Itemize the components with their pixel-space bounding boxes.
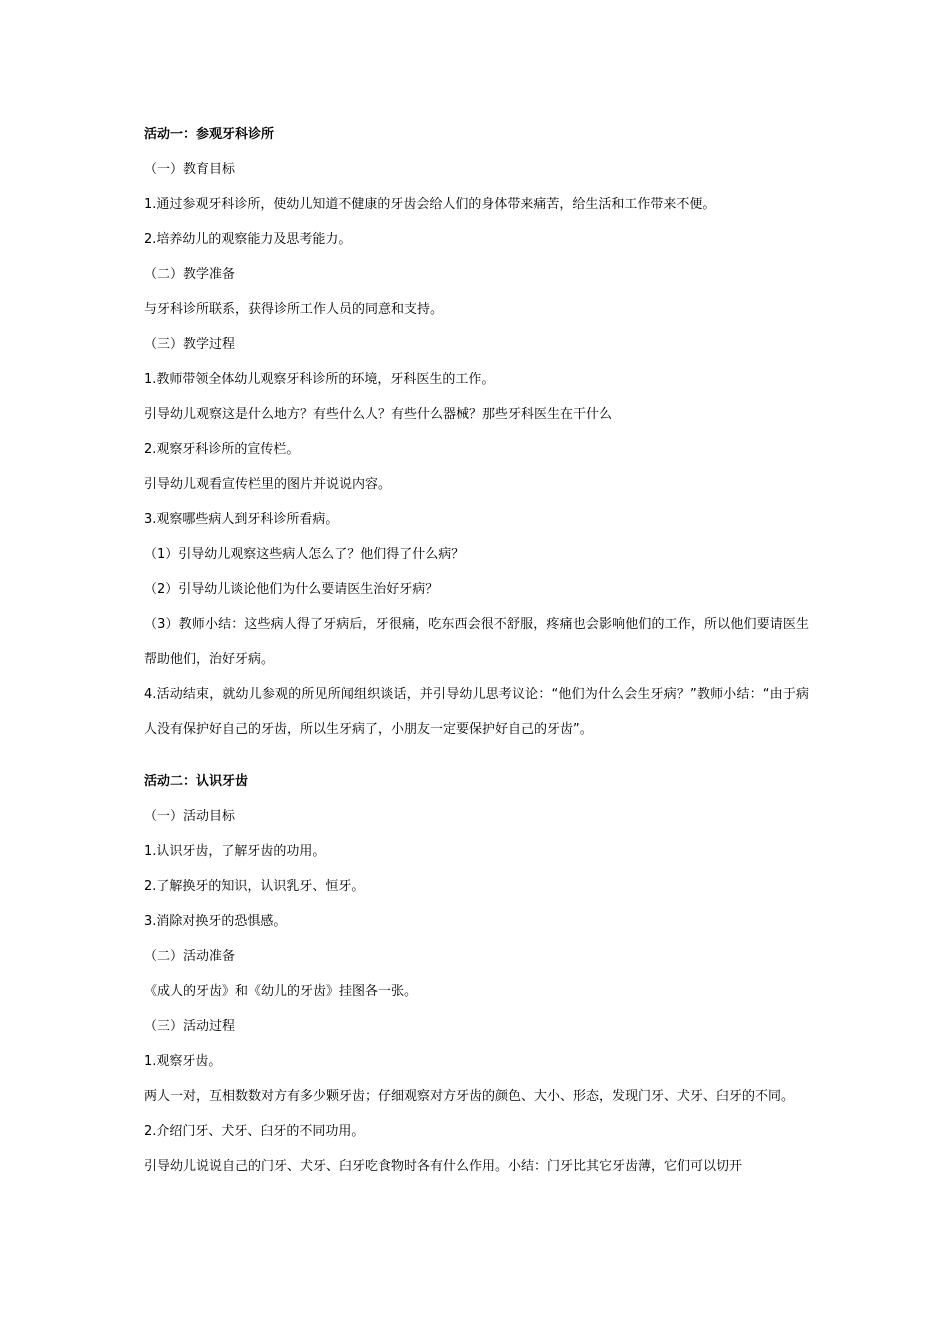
activity-1-title: 活动一：参观牙科诊所 — [144, 127, 275, 142]
activity-1-step-3-a: （1）引导幼儿观察这些病人怎么了？他们得了什么病？ — [144, 547, 465, 562]
activity-2-step-2-detail: 引导幼儿说说自己的门牙、犬牙、臼牙吃食物时各有什么作用。小结：门牙比其它牙齿薄，它们可以切开 — [144, 1159, 743, 1174]
activity-1-goal-2: 2.培养幼儿的观察能力及思考能力。 — [144, 232, 352, 247]
activity-1-step-1: 1.教师带领全体幼儿观察牙科诊所的环境，牙科医生的工作。 — [144, 372, 495, 387]
section-spacer — [144, 754, 809, 771]
activity-2-title: 活动二：认识牙齿 — [144, 774, 249, 789]
activity-1-step-2: 2.观察牙科诊所的宣传栏。 — [144, 442, 300, 457]
activity-2-step-1-detail: 两人一对，互相数数对方有多少颗牙齿；仔细观察对方牙齿的颜色、大小、形态，发现门牙、犬牙、臼牙的不同。 — [144, 1089, 795, 1104]
activity-2-goal-header: （一）活动目标 — [144, 809, 236, 824]
activity-2-goal-2: 2.了解换牙的知识，认识乳牙、恒牙。 — [144, 879, 365, 894]
activity-2-step-2: 2.介绍门牙、犬牙、臼牙的不同功用。 — [144, 1124, 365, 1139]
activity-1-step-3-b: （2）引导幼儿谈论他们为什么要请医生治好牙病？ — [144, 582, 439, 597]
activity-2-prep-text: 《成人的牙齿》和《幼儿的牙齿》挂图各一张。 — [144, 984, 418, 999]
activity-2-goal-3: 3.消除对换牙的恐惧感。 — [144, 914, 287, 929]
activity-1-step-3: 3.观察哪些病人到牙科诊所看病。 — [144, 512, 339, 527]
activity-1-process-header: （三）教学过程 — [144, 337, 236, 352]
activity-1-step-4: 4.活动结束，就幼儿参观的所见所闻组织谈话，并引导幼儿思考议论：“他们为什么会生牙病？”教师小结：“由于病人没有保护好自己的牙齿，所以生牙病了，小朋友一定要保护好自己的牙齿”。 — [144, 687, 809, 737]
activity-2-prep-header: （二）活动准备 — [144, 949, 236, 964]
document-page — [144, 124, 809, 1191]
activity-1-step-2-detail: 引导幼儿观看宣传栏里的图片并说说内容。 — [144, 477, 392, 492]
activity-1-goal-1: 1.通过参观牙科诊所，使幼儿知道不健康的牙齿会给人们的身体带来痛苦，给生活和工作带来不便。 — [144, 197, 716, 212]
activity-1-goal-header: （一）教育目标 — [144, 162, 236, 177]
activity-1-step-1-detail: 引导幼儿观察这是什么地方？有些什么人？有些什么器械？那些牙科医生在干什么 — [144, 407, 613, 422]
activity-1-step-3-c: （3）教师小结：这些病人得了牙病后，牙很痛，吃东西会很不舒服，疼痛也会影响他们的工作，所以他们要请医生帮助他们，治好牙病。 — [144, 617, 809, 667]
activity-1-prep-header: （二）教学准备 — [144, 267, 236, 282]
activity-2-process-header: （三）活动过程 — [144, 1019, 236, 1034]
activity-1-prep-text: 与牙科诊所联系，获得诊所工作人员的同意和支持。 — [144, 302, 444, 317]
activity-2-step-1: 1.观察牙齿。 — [144, 1054, 222, 1069]
activity-2-goal-1: 1.认识牙齿，了解牙齿的功用。 — [144, 844, 326, 859]
